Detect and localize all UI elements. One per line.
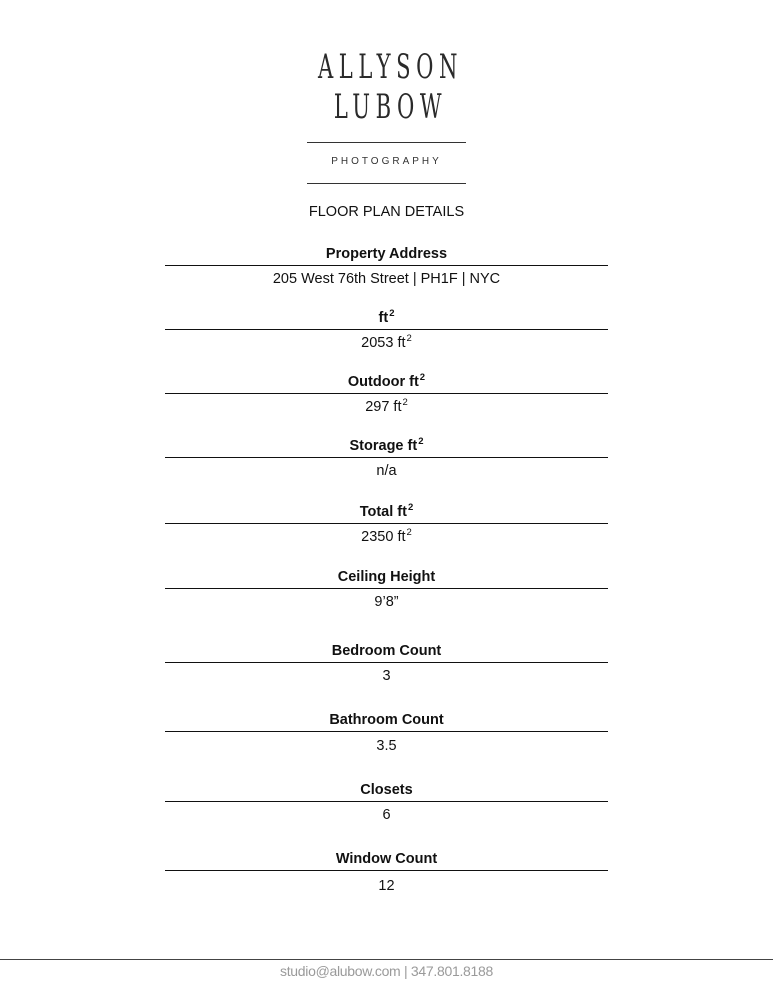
detail-value: 3.5 xyxy=(376,738,397,754)
detail-closets xyxy=(165,779,608,828)
detail-value xyxy=(165,330,608,356)
detail-label: Bedroom Count xyxy=(331,643,442,659)
detail-value: 6 xyxy=(382,807,391,823)
detail-label-superscript: 2 xyxy=(418,436,424,447)
logo-subtitle: PHOTOGRAPHY xyxy=(331,156,442,167)
detail-label xyxy=(165,307,608,329)
brand-logo xyxy=(0,48,773,126)
detail-label: Bathroom Count xyxy=(329,712,444,728)
detail-bedroom-count xyxy=(165,640,608,689)
detail-label: Closets xyxy=(360,782,413,798)
detail-value xyxy=(165,524,608,550)
logo-bottom-divider xyxy=(307,183,466,184)
detail-value: 9’8” xyxy=(374,594,399,610)
detail-ft2 xyxy=(165,307,608,356)
detail-value-superscript: 2 xyxy=(406,527,412,538)
detail-outdoor-ft2 xyxy=(165,371,608,420)
detail-label-text: Total ft xyxy=(359,504,407,520)
detail-value-text: 2053 ft xyxy=(361,335,406,351)
detail-ceiling-height xyxy=(165,566,608,615)
detail-value-text: 297 ft xyxy=(365,399,402,415)
detail-label xyxy=(165,371,608,393)
detail-label-superscript: 2 xyxy=(389,308,395,319)
detail-bathroom-count xyxy=(165,709,608,760)
footer-contact: studio@alubow.com | 347.801.8188 xyxy=(280,963,493,979)
detail-label: Ceiling Height xyxy=(337,569,436,585)
detail-label-text: Storage ft xyxy=(349,438,418,454)
detail-total-ft2 xyxy=(165,501,608,550)
detail-label: Property Address xyxy=(325,246,448,262)
detail-label xyxy=(165,501,608,523)
detail-value: n/a xyxy=(376,463,397,479)
logo-wordmark-line2: LUBOW xyxy=(333,87,448,127)
detail-storage-ft2 xyxy=(165,435,608,484)
footer-divider xyxy=(0,959,773,960)
detail-label-superscript: 2 xyxy=(419,372,426,383)
detail-value-superscript: 2 xyxy=(406,333,412,344)
logo-top-divider xyxy=(307,142,466,143)
detail-value: 3 xyxy=(382,668,391,684)
logo-wordmark-line1: ALLYSON xyxy=(317,47,464,87)
detail-window-count xyxy=(165,848,608,901)
detail-value-text: 2350 ft xyxy=(361,529,406,545)
detail-value: 205 West 76th Street | PH1F | NYC xyxy=(272,271,501,287)
document-title: FLOOR PLAN DETAILS xyxy=(308,204,465,220)
detail-value xyxy=(165,394,608,420)
detail-property-address xyxy=(165,243,608,292)
detail-label: Window Count xyxy=(335,851,438,867)
detail-value: 12 xyxy=(378,878,395,894)
detail-label-text: Outdoor ft xyxy=(347,374,419,390)
detail-label xyxy=(165,435,608,457)
detail-value-superscript: 2 xyxy=(402,397,408,408)
detail-label-text: ft xyxy=(378,310,389,326)
detail-label-superscript: 2 xyxy=(407,502,414,513)
